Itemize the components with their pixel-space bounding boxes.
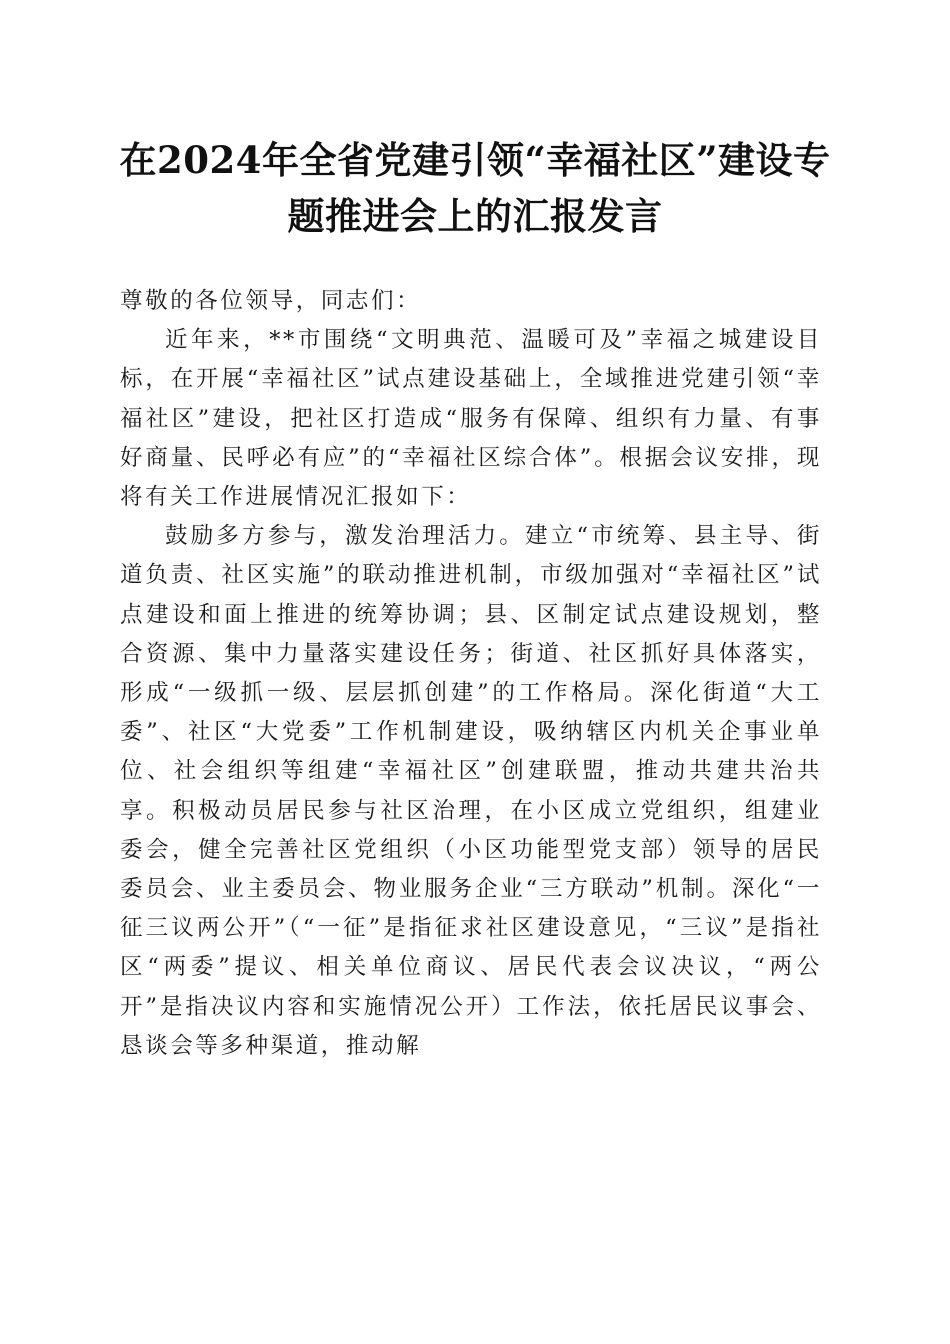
document-title: 在2024年全省党建引领“幸福社区”建设专题推进会上的汇报发言 (119, 138, 831, 238)
salutation: 尊敬的各位领导，同志们： (120, 288, 422, 314)
paragraph-intro: 近年来，**市围绕“文明典范、温暖可及”幸福之城建设目标，在开展“幸福社区”试点建设基础上，全域推进党建引领“幸福社区”建设，把社区打造成“服务有保障、组织有力量、有事好商量、民呼必有应”的“幸福社区综合体”。根据会议安排，现将有关工作进展情况汇报如下： (120, 327, 822, 511)
paragraph-participation: 鼓励多方参与，激发治理活力。建立“市统筹、县主导、街道负责、社区实施”的联动推进机制，市级加强对“幸福社区”试点建设和面上推进的统筹协调；县、区制定试点建设规划，整合资源、集中力量落实建设任务；街道、社区抓好具体落实，形成“一级抓一级、层层抓创建”的工作格局。深化街道“大工委”、社区“大党委”工作机制建设，吸纳辖区内机关企事业单位、社会组织等组建“幸福社区”创建联盟，推动共建共治共享。积极动员居民参与社区治理，在小区成立党组织，组建业委会，健全完善社区党组织（小区功能型党支部）领导的居民委员会、业主委员会、物业服务企业“三方联动”机制。深化“一征三议两公开”（“一征”是指征求社区建设意见，“三议”是指社区“两委”提议、相关单位商议、居民代表会议决议，“两公开”是指决议内容和实施情况公开）工作法，依托居民议事会、恳谈会等多种渠道，推动解 (120, 523, 822, 1059)
document-body (120, 282, 822, 1066)
